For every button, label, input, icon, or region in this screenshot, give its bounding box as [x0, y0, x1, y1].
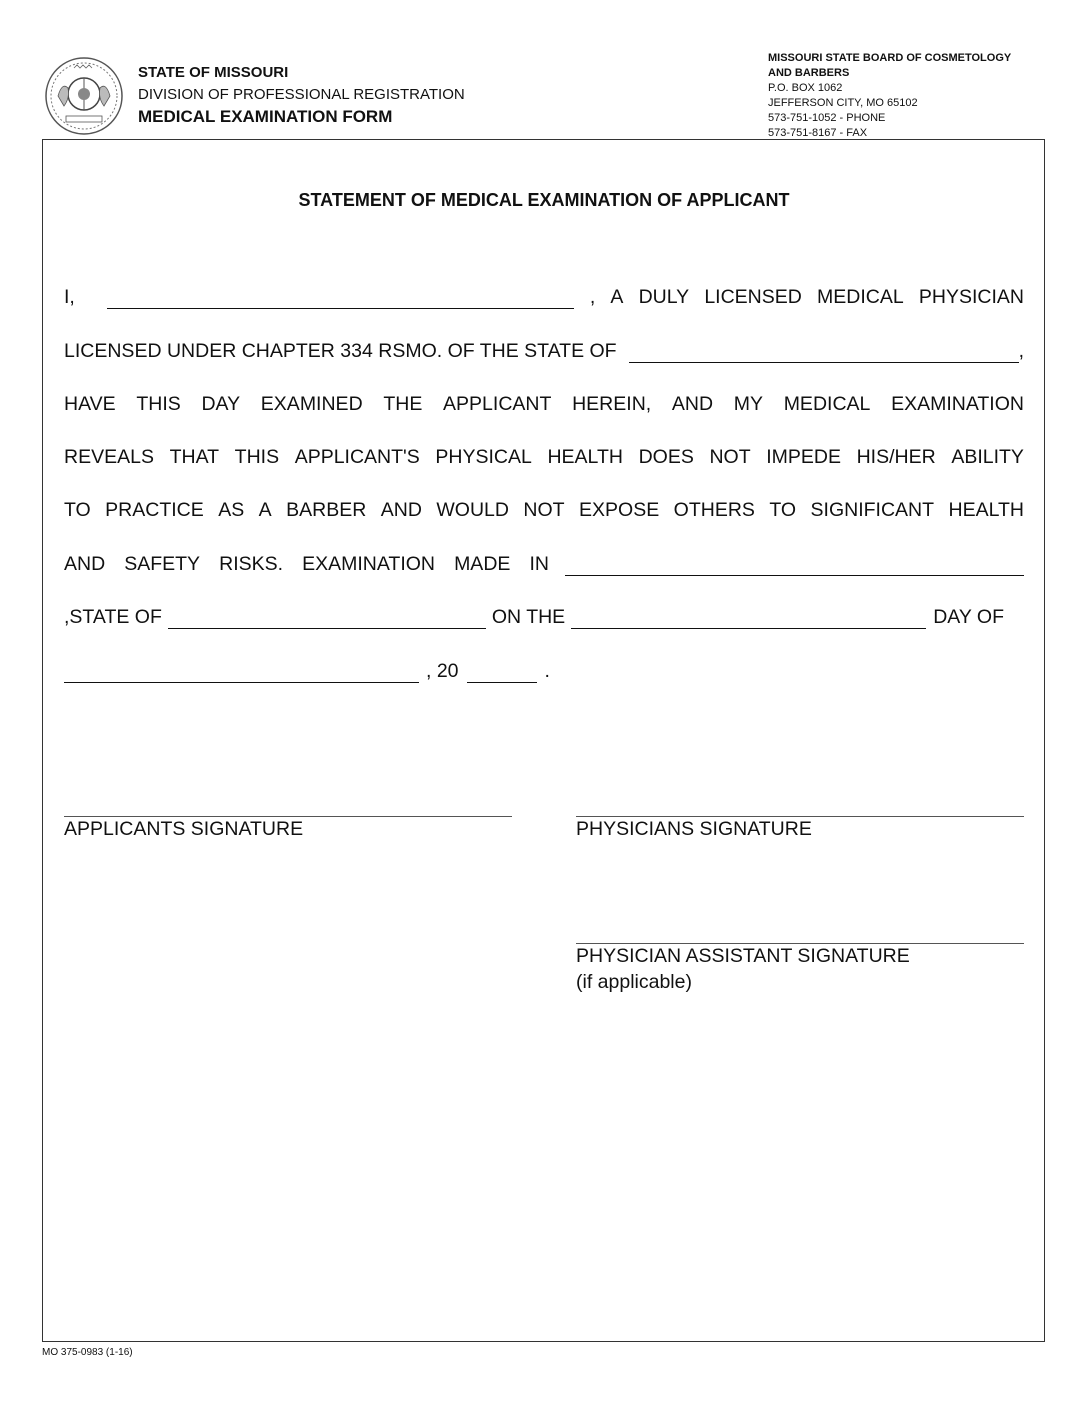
statement-title: STATEMENT OF MEDICAL EXAMINATION OF APPLICANT: [298, 190, 790, 210]
statement-line-8: [64, 657, 564, 683]
line2-prefix: LICENSED UNDER CHAPTER 334 RSMO. OF THE STATE OF: [64, 340, 617, 362]
licensing-state-field[interactable]: [629, 342, 1019, 363]
assistant-signature-label: PHYSICIAN ASSISTANT SIGNATURE: [576, 945, 910, 967]
header-right-address: [768, 51, 1011, 141]
header-left: [138, 62, 465, 128]
statement-line-2: [64, 337, 1024, 363]
po-box: P.O. BOX 1062: [768, 82, 843, 94]
form-title: MEDICAL EXAMINATION FORM: [138, 107, 393, 126]
physician-signature-label: PHYSICIANS SIGNATURE: [576, 818, 812, 840]
fax-number: 573-751-8167 - FAX: [768, 127, 868, 139]
line8-year-prefix: , 20: [426, 660, 459, 682]
line8-period: .: [544, 660, 550, 682]
examination-state-field[interactable]: [168, 608, 486, 629]
line7-state-label: ,STATE OF: [64, 606, 162, 628]
examination-location-field[interactable]: [565, 555, 1024, 576]
applicant-signature-line[interactable]: [64, 816, 512, 817]
assistant-signature-note: (if applicable): [576, 971, 692, 993]
form-number: MO 375-0983 (1-16): [42, 1347, 133, 1358]
line7-day-of-label: DAY OF: [933, 606, 1004, 628]
examination-year-field[interactable]: [467, 662, 537, 683]
statement-line-1: [64, 283, 1024, 309]
city-address: JEFFERSON CITY, MO 65102: [768, 97, 918, 109]
applicant-signature-label: APPLICANTS SIGNATURE: [64, 818, 304, 840]
physician-name-field[interactable]: [107, 288, 574, 309]
statement-line-6: [64, 550, 1024, 576]
statement-line-3: HAVE THIS DAY EXAMINED THE APPLICANT HEREIN, AND MY MEDICAL EXAMINATION: [64, 393, 1024, 415]
statement-line-5: TO PRACTICE AS A BARBER AND WOULD NOT EXPOSE OTHERS TO SIGNIFICANT HEALTH: [64, 499, 1024, 521]
line7-on-the-label: ON THE: [491, 606, 566, 628]
state-seal-logo: [44, 56, 124, 136]
statement-line-7: [64, 603, 1024, 629]
division-name: DIVISION OF PROFESSIONAL REGISTRATION: [138, 86, 465, 103]
phone-number: 573-751-1052 - PHONE: [768, 112, 886, 124]
board-name-line1: MISSOURI STATE BOARD OF COSMETOLOGY: [768, 52, 1012, 64]
assistant-signature-line[interactable]: [576, 943, 1024, 944]
board-name-line2: AND BARBERS: [768, 67, 850, 79]
statement-line-4: REVEALS THAT THIS APPLICANT'S PHYSICAL HEALTH DOES NOT IMPEDE HIS/HER ABILITY: [64, 446, 1024, 468]
examination-month-field[interactable]: [64, 662, 419, 683]
physician-signature-line[interactable]: [576, 816, 1024, 817]
line6-prefix: AND SAFETY RISKS. EXAMINATION MADE IN: [64, 553, 549, 575]
line1-prefix: I,: [64, 286, 75, 308]
state-name: STATE OF MISSOURI: [138, 64, 289, 81]
form-border: [42, 139, 1045, 1342]
examination-day-field[interactable]: [571, 608, 926, 629]
line2-comma: ,: [1018, 340, 1024, 362]
line1-suffix: , A DULY LICENSED MEDICAL PHYSICIAN: [589, 286, 1024, 308]
